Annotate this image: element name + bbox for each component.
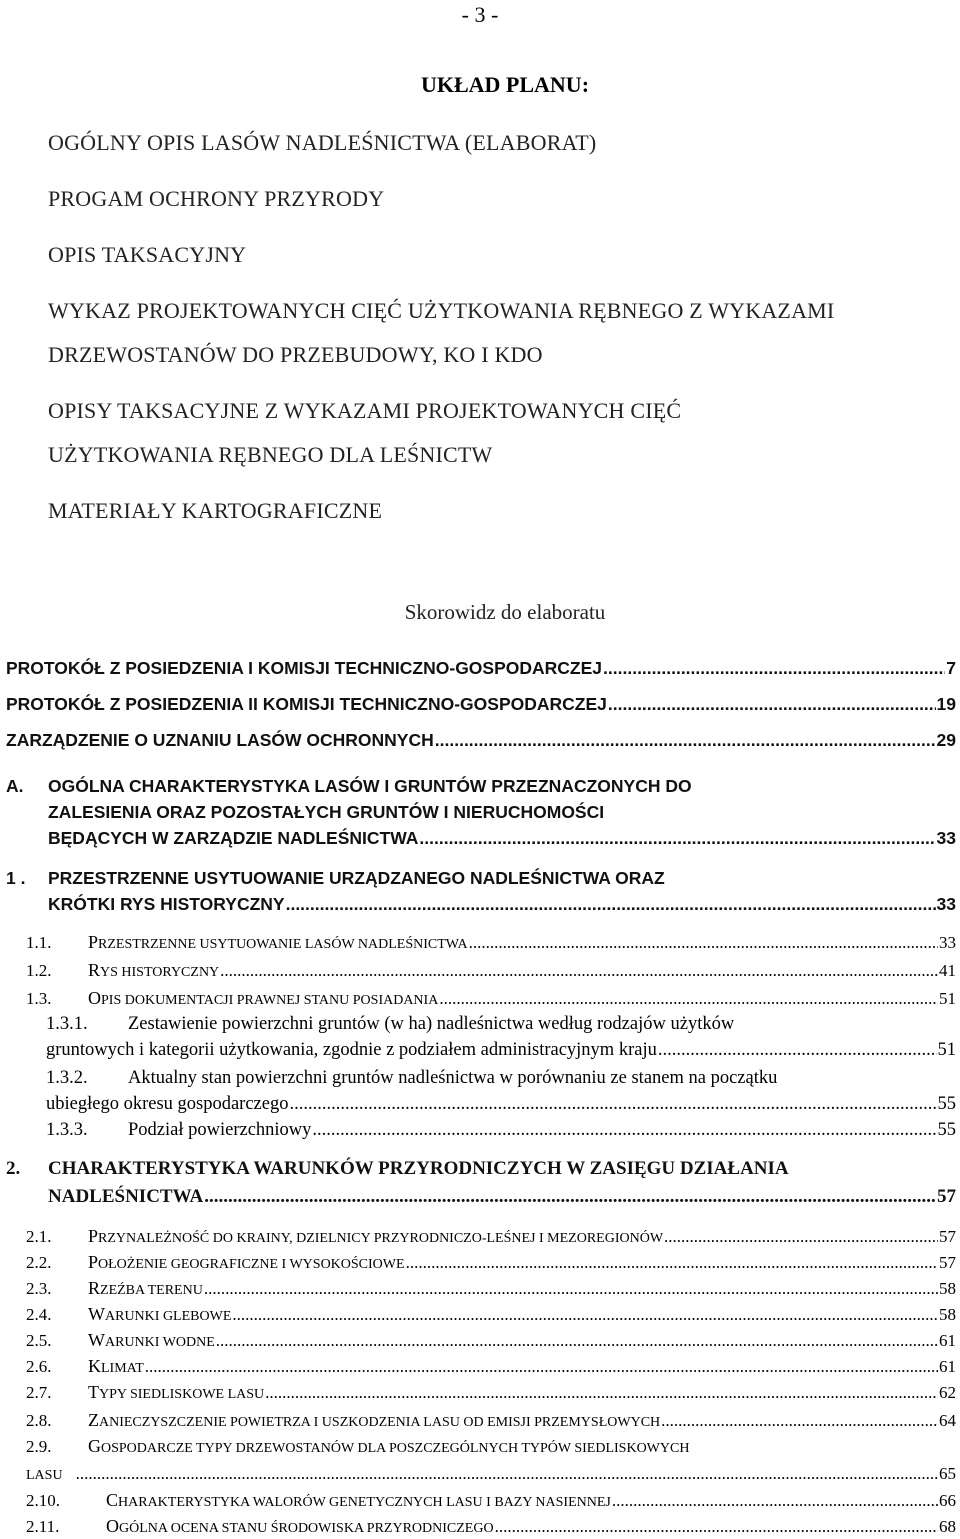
toc-page: 51 xyxy=(937,1040,956,1060)
toc-entry-title: gruntowych i kategorii użytkowania, zgodnie z podziałem administracyjnym kraju xyxy=(46,1040,657,1060)
toc-initial: P xyxy=(88,932,99,952)
toc-number: 2.2. xyxy=(26,1253,52,1272)
toc-leader xyxy=(145,1357,938,1377)
toc-leader xyxy=(289,1094,936,1115)
page-number: - 3 - xyxy=(461,2,499,27)
toc-leader xyxy=(495,1517,938,1537)
toc-leader xyxy=(76,1464,938,1484)
toc-leader xyxy=(220,961,938,981)
plan-item: OPISY TAKSACYJNE Z WYKAZAMI PROJEKTOWANYCH CIĘĆ xyxy=(48,398,682,423)
toc-page: 51 xyxy=(939,989,956,1008)
toc-leader xyxy=(419,828,935,849)
toc-entry-title[interactable]: CHARAKTERYSTYKA WARUNKÓW PRZYRODNICZYCH W ZASIĘGU DZIAŁANIA xyxy=(48,1158,789,1179)
toc-leader xyxy=(265,1383,938,1403)
toc-leader xyxy=(312,1120,936,1141)
toc-page: 58 xyxy=(939,1279,956,1298)
toc-number: 1.2. xyxy=(26,961,52,980)
toc-number: 1.3. xyxy=(26,989,52,1008)
toc-leader xyxy=(406,1253,938,1273)
toc-page: 7 xyxy=(946,658,956,678)
toc-leader xyxy=(216,1331,938,1351)
plan-item: OGÓLNY OPIS LASÓW NADLEŚNICTWA (ELABORAT) xyxy=(48,130,597,155)
toc-number: 2.3. xyxy=(26,1279,52,1298)
toc-entry[interactable] xyxy=(48,1186,956,1208)
toc-number: 2. xyxy=(6,1158,21,1179)
toc-entry-title: ANIECZYSZCZENIE POWIETRZA I USZKODZENIA LASU OD EMISJI PRZEMYSŁOWYCH xyxy=(99,1415,661,1430)
toc-leader xyxy=(286,894,936,915)
toc-entry[interactable] xyxy=(26,1516,956,1537)
toc-entry-title: PROTOKÓŁ Z POSIEDZENIA I KOMISJI TECHNICZNO-GOSPODARCZEJ xyxy=(6,658,603,678)
toc-entry[interactable] xyxy=(26,1252,956,1273)
toc-page: 57 xyxy=(937,1186,956,1207)
toc-page: 33 xyxy=(936,894,956,914)
toc-entry[interactable] xyxy=(6,730,956,751)
toc-entry-title: OSPODARCZE TYPY DRZEWOSTANÓW DLA POSZCZEGÓLNYCH TYPÓW SIEDLISKOWYCH xyxy=(101,1441,690,1456)
toc-entry-title[interactable]: Aktualny stan powierzchni gruntów nadleśnictwa w porównaniu ze stanem na początku xyxy=(128,1068,778,1088)
toc-number: 2.6. xyxy=(26,1357,52,1376)
toc-number: 2.5. xyxy=(26,1331,52,1350)
toc-number: 1.3.1. xyxy=(46,1014,88,1034)
toc-leader xyxy=(658,1040,937,1061)
toc-page: 55 xyxy=(937,1094,956,1114)
plan-item: DRZEWOSTANÓW DO PRZEBUDOWY, KO I KDO xyxy=(48,342,543,367)
toc-leader xyxy=(608,694,936,715)
index-title: Skorowidz do elaboratu xyxy=(404,600,606,624)
toc-initial: P xyxy=(88,1226,99,1246)
toc-initial: Z xyxy=(88,1410,99,1430)
toc-entry[interactable] xyxy=(26,1278,956,1299)
toc-number: 2.11. xyxy=(26,1517,60,1536)
toc-page: 57 xyxy=(939,1227,956,1246)
toc-leader xyxy=(664,1227,938,1247)
toc-initial: W xyxy=(88,1330,105,1350)
toc-page: 64 xyxy=(939,1411,956,1430)
toc-page: 66 xyxy=(939,1491,956,1510)
toc-leader xyxy=(232,1305,938,1325)
toc-number: 1.3.3. xyxy=(46,1120,88,1140)
toc-entry[interactable] xyxy=(26,1410,956,1431)
toc-page: 61 xyxy=(939,1331,956,1350)
toc-leader xyxy=(612,1491,938,1511)
toc-initial: W xyxy=(88,1304,105,1324)
toc-page: 33 xyxy=(936,828,956,848)
toc-number: 2.8. xyxy=(26,1411,52,1430)
toc-number: 2.10. xyxy=(26,1491,60,1510)
toc-entry-title: PROTOKÓŁ Z POSIEDZENIA II KOMISJI TECHNICZNO-GOSPODARCZEJ xyxy=(6,694,607,714)
toc-entry-title[interactable]: Zestawienie powierzchni gruntów (w ha) nadleśnictwa według rodzajów użytków xyxy=(128,1014,735,1034)
toc-leader xyxy=(435,730,936,751)
plan-item: WYKAZ PROJEKTOWANYCH CIĘĆ UŻYTKOWANIA RĘBNEGO Z WYKAZAMI xyxy=(48,298,835,323)
toc-leader xyxy=(603,658,945,679)
toc-page: 61 xyxy=(939,1357,956,1376)
toc-entry[interactable] xyxy=(6,694,956,715)
toc-entry[interactable] xyxy=(46,1120,956,1141)
toc-page: 65 xyxy=(939,1464,956,1483)
toc-entry[interactable] xyxy=(46,1040,956,1061)
plan-item: OPIS TAKSACYJNY xyxy=(48,242,247,267)
toc-entry[interactable] xyxy=(26,1330,956,1351)
toc-number: 1.3.2. xyxy=(46,1068,88,1088)
toc-entry-title: ZEŹBA TERENU xyxy=(100,1283,203,1298)
toc-entry-title: RZESTRZENNE USYTUOWANIE LASÓW NADLEŚNICTWA xyxy=(98,937,468,952)
toc-initial: C xyxy=(106,1490,119,1510)
toc-entry-title: KRÓTKI RYS HISTORYCZNY xyxy=(48,894,285,914)
toc-entry[interactable] xyxy=(26,1490,956,1511)
toc-entry-title[interactable] xyxy=(26,1436,689,1457)
toc-entry-title: YS HISTORYCZNY xyxy=(100,965,220,980)
toc-page: 55 xyxy=(937,1120,956,1140)
toc-entry-title[interactable]: PRZESTRZENNE USYTUOWANIE URZĄDZANEGO NADLEŚNICTWA ORAZ xyxy=(48,868,665,888)
toc-number: 2.1. xyxy=(26,1227,52,1246)
toc-initial: O xyxy=(106,1516,119,1536)
toc-entry[interactable] xyxy=(26,988,956,1009)
toc-page: 62 xyxy=(939,1383,956,1402)
toc-leader xyxy=(204,1186,936,1208)
toc-entry-title[interactable]: OGÓLNA CHARAKTERYSTYKA LASÓW I GRUNTÓW PRZEZNACZONYCH DO xyxy=(48,776,692,796)
toc-entry[interactable] xyxy=(26,1382,956,1403)
toc-number: A. xyxy=(6,776,24,796)
plan-item: MATERIAŁY KARTOGRAFICZNE xyxy=(48,498,383,523)
toc-entry-title: LASU xyxy=(26,1468,63,1483)
plan-item: PROGAM OCHRONY PRZYRODY xyxy=(48,186,385,211)
toc-initial: R xyxy=(88,1278,101,1298)
toc-entry[interactable] xyxy=(46,1094,956,1115)
toc-entry[interactable] xyxy=(26,1464,956,1484)
toc-page: 41 xyxy=(939,961,956,980)
toc-initial: O xyxy=(88,988,101,1008)
toc-entry-title: ARUNKI GLEBOWE xyxy=(105,1309,232,1324)
toc-entry[interactable] xyxy=(48,894,956,915)
toc-entry-title[interactable]: ZALESIENIA ORAZ POZOSTAŁYCH GRUNTÓW I NIERUCHOMOŚCI xyxy=(48,802,605,822)
toc-initial: R xyxy=(88,960,101,980)
toc-leader xyxy=(204,1279,938,1299)
toc-entry-title: LIMAT xyxy=(101,1361,144,1376)
toc-entry[interactable] xyxy=(26,1226,956,1247)
toc-number: 2.7. xyxy=(26,1383,52,1402)
toc-entry-title: ubiegłego okresu gospodarczego xyxy=(46,1094,289,1114)
toc-page: 58 xyxy=(939,1305,956,1324)
toc-page: 29 xyxy=(936,730,956,750)
toc-entry-title: ARUNKI WODNE xyxy=(105,1335,215,1350)
toc-entry[interactable] xyxy=(48,828,956,849)
toc-leader xyxy=(661,1411,938,1431)
toc-initial: T xyxy=(88,1382,99,1402)
toc-entry-title: HARAKTERYSTYKA WALORÓW GENETYCZNYCH LASU I BAZY NASIENNEJ xyxy=(118,1495,611,1510)
toc-number: 2.9. xyxy=(26,1437,52,1456)
toc-page: 68 xyxy=(939,1517,956,1536)
toc-leader xyxy=(439,989,938,1009)
toc-entry-title: ZARZĄDZENIE O UZNANIU LASÓW OCHRONNYCH xyxy=(6,730,434,750)
toc-page: 19 xyxy=(936,694,956,714)
toc-entry-title: GÓLNA OCENA STANU ŚRODOWISKA PRZYRODNICZEGO xyxy=(119,1521,494,1536)
toc-leader xyxy=(469,933,938,953)
toc-entry[interactable] xyxy=(26,932,956,953)
toc-entry-title: PIS DOKUMENTACJI PRAWNEJ STANU POSIADANIA xyxy=(101,993,439,1008)
toc-entry-title: BĘDĄCYCH W ZARZĄDZIE NADLEŚNICTWA xyxy=(48,828,419,848)
toc-entry-title: YPY SIEDLISKOWE LASU xyxy=(99,1387,265,1402)
toc-entry-title: OŁOŻENIE GEOGRAFICZNE I WYSOKOŚCIOWE xyxy=(98,1257,405,1272)
toc-page: 33 xyxy=(939,933,956,952)
toc-entry-title: Podział powierzchniowy xyxy=(128,1120,312,1140)
toc-entry-title: RZYNALEŻNOŚĆ DO KRAINY, DZIELNICY PRZYRODNICZO-LEŚNEJ I MEZOREGIONÓW xyxy=(98,1231,664,1246)
toc-initial: P xyxy=(88,1252,99,1272)
toc-initial: G xyxy=(88,1436,101,1456)
toc-initial: K xyxy=(88,1356,101,1376)
toc-number: 1.1. xyxy=(26,933,52,952)
plan-item: UŻYTKOWANIA RĘBNEGO DLA LEŚNICTW xyxy=(48,442,493,467)
toc-entry[interactable] xyxy=(26,1356,956,1377)
toc-entry[interactable] xyxy=(26,1304,956,1325)
toc-page: 57 xyxy=(939,1253,956,1272)
toc-entry[interactable] xyxy=(26,960,956,981)
toc-number: 2.4. xyxy=(26,1305,52,1324)
plan-heading: UKŁAD PLANU: xyxy=(420,72,590,97)
toc-entry[interactable] xyxy=(6,658,956,679)
toc-number: 1 . xyxy=(6,868,26,888)
toc-entry-title: NADLEŚNICTWA xyxy=(48,1186,204,1207)
